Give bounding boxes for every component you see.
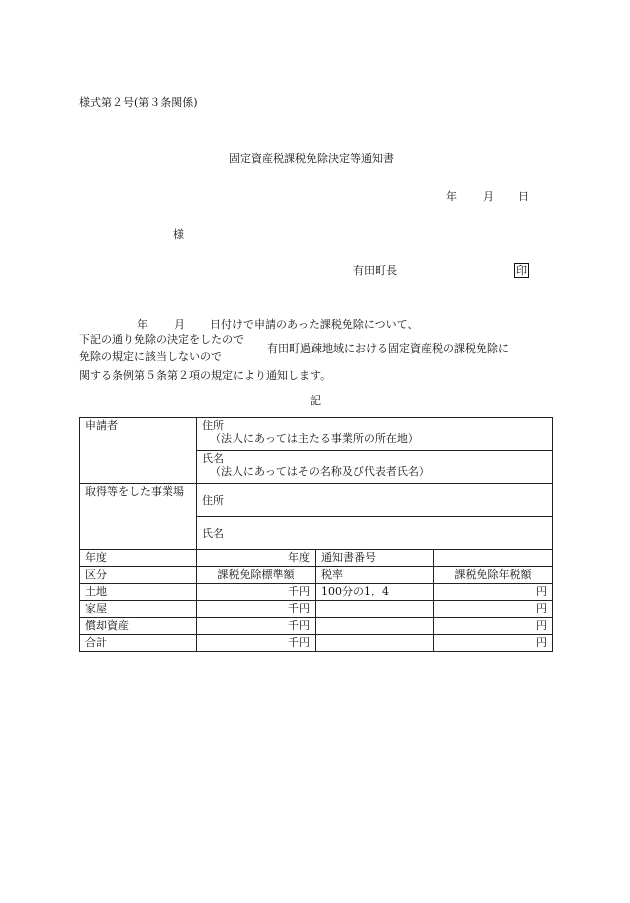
- row-rate: [316, 635, 434, 652]
- header-category: 区分: [80, 567, 197, 584]
- row-tax-unit: 円: [434, 601, 553, 618]
- recipient-suffix: 様: [173, 228, 184, 241]
- row-tax-unit: 円: [434, 618, 553, 635]
- row-standard-unit: 千円: [197, 635, 316, 652]
- body-option-approved: 下記の通り免除の決定をしたので: [79, 333, 244, 346]
- row-category: 家屋: [80, 601, 197, 618]
- applicant-address-note: （法人にあっては主たる事業所の所在地）: [210, 432, 419, 445]
- row-standard-unit: 千円: [197, 584, 316, 601]
- header-tax-rate: 税率: [316, 567, 434, 584]
- body-month: 月: [174, 318, 185, 331]
- applicant-name-label: 氏名: [202, 452, 224, 465]
- body-last-line: 関する条例第５条第２項の規定により通知します。: [79, 369, 332, 382]
- row-tax-unit: 円: [434, 635, 553, 652]
- row-rate: [316, 618, 434, 635]
- applicant-name-note: （法人にあってはその名称及び代表者氏名）: [210, 465, 430, 478]
- row-rate: 100分の1．4: [316, 584, 434, 601]
- issuer: 有田町長: [353, 264, 397, 277]
- applicant-address-label: 住所: [202, 419, 224, 432]
- body-option-not-applicable: 免除の規定に該当しないので: [79, 350, 222, 363]
- body-line1: 日付けで申請のあった課税免除について、: [210, 318, 419, 331]
- header-row: [80, 567, 553, 584]
- row-standard-unit: 千円: [197, 601, 316, 618]
- table-row: [80, 635, 553, 652]
- date-day: 日: [518, 190, 529, 203]
- applicant-address-cell: [197, 418, 553, 451]
- body-ordinance: 有田町過疎地域における固定資産税の課税免除に: [267, 342, 509, 355]
- row-tax-unit: 円: [434, 584, 553, 601]
- header-annual-tax: 課税免除年税額: [434, 567, 553, 584]
- date-month: 月: [483, 190, 494, 203]
- form-number: 様式第２号(第３条関係): [79, 96, 198, 109]
- seal-mark: 印: [516, 264, 527, 277]
- applicant-address-row: [80, 418, 553, 451]
- body-year: 年: [137, 318, 148, 331]
- year-row: [80, 550, 553, 567]
- business-name-label: 氏名: [197, 517, 553, 550]
- document-title: 固定資産税課税免除決定等通知書: [229, 152, 394, 165]
- row-category: 合計: [80, 635, 197, 652]
- year-unit: 年度: [197, 550, 316, 567]
- year-label: 年度: [80, 550, 197, 567]
- notice-number-value: [434, 550, 553, 567]
- header-standard-amount: 課税免除標準額: [197, 567, 316, 584]
- row-category: 償却資産: [80, 618, 197, 635]
- table-row: [80, 618, 553, 635]
- notice-number-label: 通知書番号: [316, 550, 434, 567]
- applicant-label: 申請者: [80, 418, 197, 484]
- table-row: [80, 601, 553, 618]
- exemption-table: [79, 417, 553, 652]
- table-row: [80, 584, 553, 601]
- applicant-name-cell: [197, 451, 553, 484]
- row-rate: [316, 601, 434, 618]
- business-address-row: [80, 484, 553, 517]
- row-category: 土地: [80, 584, 197, 601]
- ki-heading: 記: [310, 394, 321, 407]
- row-standard-unit: 千円: [197, 618, 316, 635]
- business-label: 取得等をした事業場: [80, 484, 197, 550]
- date-year: 年: [446, 190, 457, 203]
- business-address-label: 住所: [197, 484, 553, 517]
